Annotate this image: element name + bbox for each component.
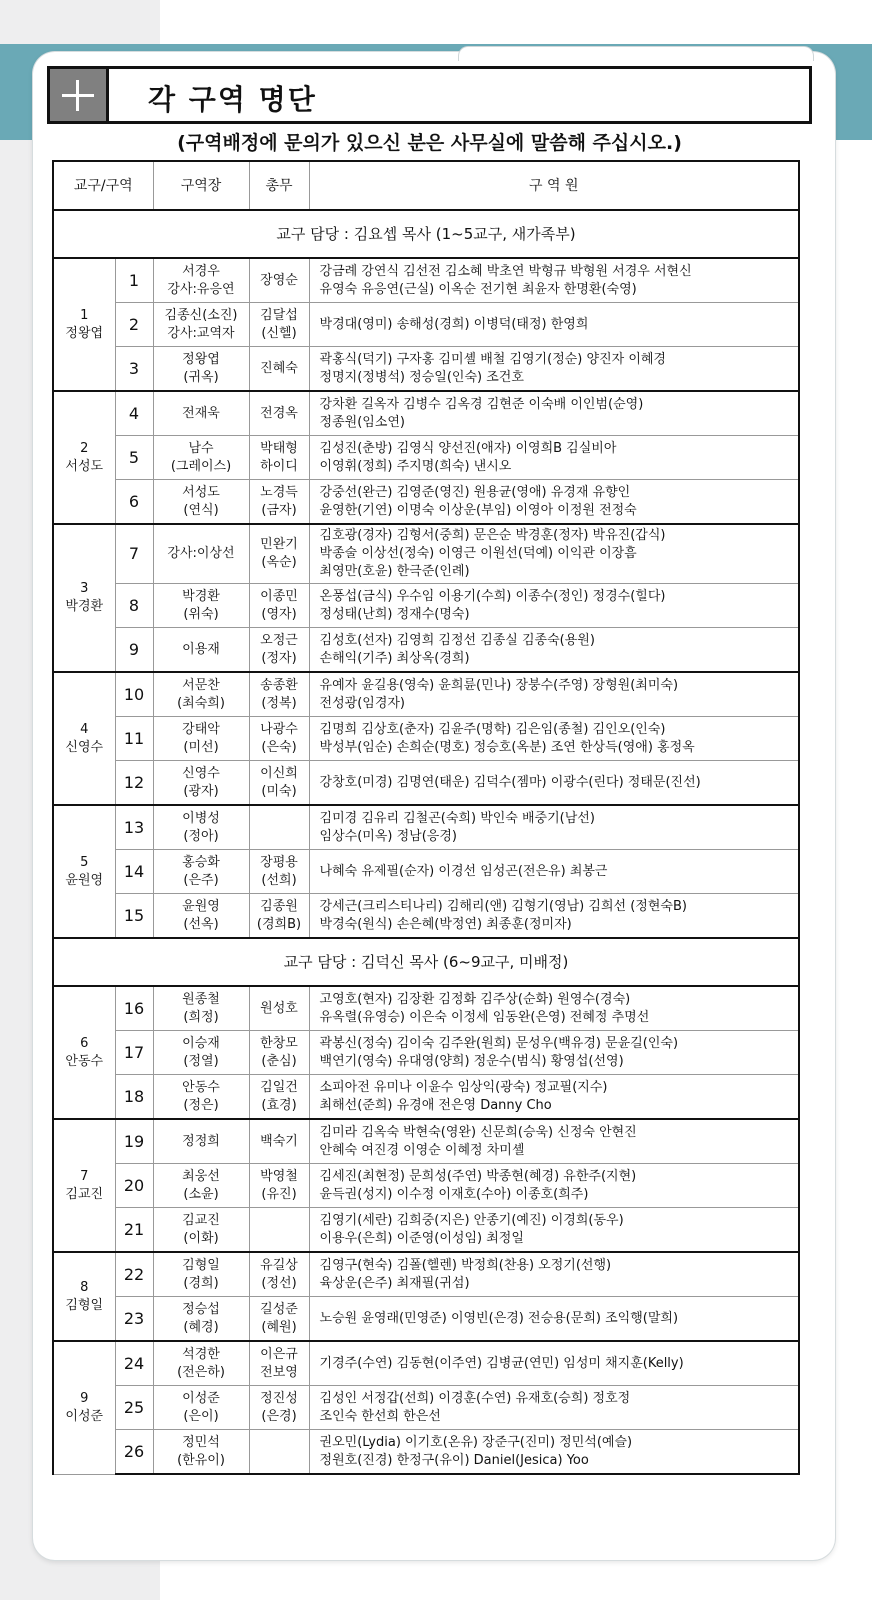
district-number: 19 [115,1119,153,1164]
district-number: 2 [115,303,153,347]
district-leader: 서경우 강사:유응연 [153,258,249,303]
district-secretary: 오정근 (정자) [249,628,309,673]
district-members: 곽봉신(정숙) 김이숙 김주완(원희) 문성우(백유경) 문윤길(인숙) 백연기(영숙) 유대영(양희) 정운수(범식) 황영섭(선영) [309,1031,799,1075]
district-secretary: 정진성 (은경) [249,1386,309,1430]
table-row [53,1031,799,1075]
district-members: 김영구(현숙) 김폴(헬렌) 박정희(찬용) 오정기(선행) 육상운(은주) 최재필(귀섬) [309,1252,799,1297]
district-secretary: 전경옥 [249,391,309,436]
page-header [47,66,812,124]
parish-cell: 6 안동수 [53,986,115,1119]
district-number: 24 [115,1341,153,1386]
district-number: 18 [115,1075,153,1120]
district-secretary [249,1430,309,1475]
header-leader: 구역장 [153,161,249,210]
district-members: 강차환 길옥자 김병수 김옥경 김현준 이숙배 이인범(순영) 정종원(임소연) [309,391,799,436]
header-secretary: 총무 [249,161,309,210]
district-members: 김세진(최현정) 문희성(주연) 박종현(혜경) 유한주(지현) 윤득권(성지) 이수정 이재호(수아) 이종호(희주) [309,1164,799,1208]
background-top [160,0,872,44]
district-number: 14 [115,850,153,894]
district-secretary: 장영순 [249,258,309,303]
district-number: 9 [115,628,153,673]
district-secretary: 이종민 (영자) [249,584,309,628]
district-secretary: 원성호 [249,986,309,1031]
district-number: 20 [115,1164,153,1208]
district-secretary: 박영철 (유진) [249,1164,309,1208]
district-leader: 안동수 (정은) [153,1075,249,1120]
plus-icon [50,69,109,121]
table-row [53,1208,799,1253]
table-row [53,805,799,850]
table-row [53,986,799,1031]
table-row [53,1430,799,1475]
district-members: 강창호(미경) 김명연(태운) 김덕수(젬마) 이광수(린다) 정태문(진선) [309,761,799,806]
table-row [53,1386,799,1430]
table-row [53,1075,799,1120]
page-title: 각 구역 명단 [148,83,317,116]
parish-cell: 9 이성준 [53,1341,115,1474]
district-roster-table [52,160,800,1475]
district-secretary: 한창모 (춘심) [249,1031,309,1075]
header-members: 구 역 원 [309,161,799,210]
district-leader: 박경환 (위숙) [153,584,249,628]
district-secretary: 민완기 (옥순) [249,524,309,584]
district-leader: 전재욱 [153,391,249,436]
district-secretary: 나광수 (은숙) [249,717,309,761]
district-number: 5 [115,436,153,480]
parish-cell: 3 박경환 [53,524,115,672]
table-row [53,1341,799,1386]
district-secretary [249,1208,309,1253]
district-secretary: 노경득 (금자) [249,480,309,525]
district-secretary: 박태형 하이디 [249,436,309,480]
district-members: 김명희 김상호(춘자) 김윤주(명학) 김은임(종철) 김인오(인숙) 박성부(임순) 손희순(명호) 정승호(옥분) 조연 한상득(영애) 홍정옥 [309,717,799,761]
district-leader: 강태악 (미선) [153,717,249,761]
table-row [53,1164,799,1208]
parish-cell: 2 서성도 [53,391,115,524]
district-members: 김성인 서정갑(선희) 이경훈(수연) 유재호(승희) 정호정 조인숙 한선희 한은선 [309,1386,799,1430]
district-leader: 윤원영 (선옥) [153,894,249,939]
section-heading: 교구 담당 : 김덕신 목사 (6~9교구, 미배정) [53,938,799,986]
district-number: 1 [115,258,153,303]
parish-cell: 5 윤원영 [53,805,115,938]
parish-cell: 1 정왕엽 [53,258,115,391]
district-secretary: 김종원 (경희B) [249,894,309,939]
table-row [53,258,799,303]
district-members: 노승원 윤영래(민영준) 이영빈(은경) 전승용(문희) 조익행(말희) [309,1297,799,1342]
district-leader: 정왕엽 (귀옥) [153,347,249,392]
district-secretary: 장평용 (선희) [249,850,309,894]
parish-cell: 7 김교진 [53,1119,115,1252]
district-leader: 홍승화 (은주) [153,850,249,894]
parish-cell: 8 김형일 [53,1252,115,1341]
parish-cell: 4 신영수 [53,672,115,805]
district-leader: 김형일 (경희) [153,1252,249,1297]
district-members: 온풍섭(금식) 우수임 이용기(수희) 이종수(정인) 정경수(힐다) 정성태(난희) 정재수(명숙) [309,584,799,628]
district-secretary [249,805,309,850]
district-members: 곽홍식(덕기) 구자홍 김미셸 배철 김영기(정순) 양진자 이혜경 정명지(정병석) 정승일(인숙) 조건호 [309,347,799,392]
table-row [53,850,799,894]
table-row [53,761,799,806]
district-number: 21 [115,1208,153,1253]
district-members: 김호광(경자) 김형서(중희) 문은순 박경훈(정자) 박유진(갑식) 박종술 이상선(정숙) 이영근 이원선(덕예) 이익관 이장흠 최영만(호윤) 한극준(인례) [309,524,799,584]
district-secretary: 백숙기 [249,1119,309,1164]
district-secretary: 김달섭 (신헬) [249,303,309,347]
district-number: 22 [115,1252,153,1297]
district-leader: 신영수 (광자) [153,761,249,806]
district-secretary: 유길상 (정선) [249,1252,309,1297]
table-row [53,1252,799,1297]
section-heading-row [53,938,799,986]
district-members: 김성진(춘방) 김영식 양선진(애자) 이영희B 김실비아 이영휘(정희) 주지명(희숙) 낸시오 [309,436,799,480]
district-leader: 김교진 (이화) [153,1208,249,1253]
district-number: 3 [115,347,153,392]
district-leader: 석경한 (전은하) [153,1341,249,1386]
table-row [53,894,799,939]
district-number: 11 [115,717,153,761]
section-heading: 교구 담당 : 김요셉 목사 (1~5교구, 새가족부) [53,210,799,258]
district-number: 23 [115,1297,153,1342]
district-members: 기경주(수연) 김동현(이주연) 김병균(연민) 임성미 채지훈(Kelly) [309,1341,799,1386]
district-number: 10 [115,672,153,717]
header-parish-district: 교구/구역 [53,161,153,210]
district-number: 13 [115,805,153,850]
district-secretary: 진혜숙 [249,347,309,392]
district-number: 8 [115,584,153,628]
district-secretary: 길성준 (혜원) [249,1297,309,1342]
district-leader: 최웅선 (소윤) [153,1164,249,1208]
table-row [53,717,799,761]
district-secretary: 이신희 (미숙) [249,761,309,806]
district-leader: 이병성 (정아) [153,805,249,850]
district-number: 25 [115,1386,153,1430]
district-secretary: 송종환 (정복) [249,672,309,717]
section-heading-row [53,210,799,258]
district-number: 12 [115,761,153,806]
district-members: 권오민(Lydia) 이기호(온유) 장준구(진미) 정민석(예슬) 정원호(진경) 한정구(유이) Daniel(Jesica) Yoo [309,1430,799,1475]
district-secretary: 이은규 전보영 [249,1341,309,1386]
table-row [53,584,799,628]
district-leader: 남수 (그레이스) [153,436,249,480]
district-secretary: 김일건 (효경) [249,1075,309,1120]
district-members: 박경대(영미) 송해성(경희) 이병덕(태정) 한영희 [309,303,799,347]
district-members: 김미라 김옥숙 박현숙(영완) 신문희(승욱) 신정숙 안현진 안혜숙 여진경 이영순 이혜정 차미셸 [309,1119,799,1164]
district-number: 15 [115,894,153,939]
district-leader: 정정희 [153,1119,249,1164]
table-row [53,436,799,480]
district-members: 강중선(완근) 김영준(영진) 원용균(영애) 유경재 유향인 윤영한(기연) 이명숙 이상운(부임) 이영아 이정원 전정숙 [309,480,799,525]
district-members: 강세근(크리스티나리) 김해리(앤) 김형기(영남) 김희선 (정현숙B) 박경숙(원식) 손은혜(박정연) 최종훈(정미자) [309,894,799,939]
district-leader: 서문찬 (최숙희) [153,672,249,717]
district-leader: 정민석 (한유이) [153,1430,249,1475]
district-number: 6 [115,480,153,525]
district-members: 소피아전 유미나 이윤수 임상익(광숙) 정교필(지수) 최해선(준희) 유경애 전은영 Danny Cho [309,1075,799,1120]
table-row [53,480,799,525]
district-members: 김영기(세란) 김희중(지은) 안종기(예진) 이경희(동우) 이용우(은희) 이준영(이성임) 최정일 [309,1208,799,1253]
district-leader: 정승섭 (혜경) [153,1297,249,1342]
table-row [53,391,799,436]
district-members: 유예자 윤길용(영숙) 윤희륜(민나) 장붕수(주영) 장형원(최미숙) 전성광(임경자) [309,672,799,717]
district-leader: 이승재 (정열) [153,1031,249,1075]
page-subtitle: (구역배정에 문의가 있으신 분은 사무실에 말씀해 주십시오.) [177,132,682,154]
district-number: 4 [115,391,153,436]
table-row [53,1119,799,1164]
district-number: 26 [115,1430,153,1475]
district-members: 강금례 강연식 김선전 김소혜 박초연 박형규 박형원 서경우 서현신 유영숙 유응연(근실) 이옥순 전기현 최윤자 한명환(숙영) [309,258,799,303]
district-leader: 이성준 (은이) [153,1386,249,1430]
table-row [53,303,799,347]
table-row [53,347,799,392]
district-leader: 김종신(소진) 강사:교역자 [153,303,249,347]
district-number: 17 [115,1031,153,1075]
district-number: 16 [115,986,153,1031]
district-leader: 원종철 (희정) [153,986,249,1031]
district-members: 김성호(선자) 김영희 김정선 김종실 김종숙(용원) 손해익(기주) 최상옥(경희) [309,628,799,673]
table-row [53,524,799,584]
district-number: 7 [115,524,153,584]
district-members: 고영호(현자) 김장환 김정화 김주상(순화) 원영수(경숙) 유옥렬(유영승) 이은숙 이정세 임동완(은영) 전혜정 추명선 [309,986,799,1031]
table-row [53,672,799,717]
table-row [53,1297,799,1342]
district-members: 나혜숙 유제필(순자) 이경선 임성곤(전은유) 최봉근 [309,850,799,894]
card-tab-edge [458,46,814,61]
district-leader: 이용재 [153,628,249,673]
district-leader: 서성도 (연식) [153,480,249,525]
table-row [53,628,799,673]
table-header-row [53,161,799,210]
district-leader: 강사:이상선 [153,524,249,584]
district-members: 김미경 김유리 김철곤(숙희) 박인숙 배중기(남선) 임상수(미옥) 정남(응경) [309,805,799,850]
